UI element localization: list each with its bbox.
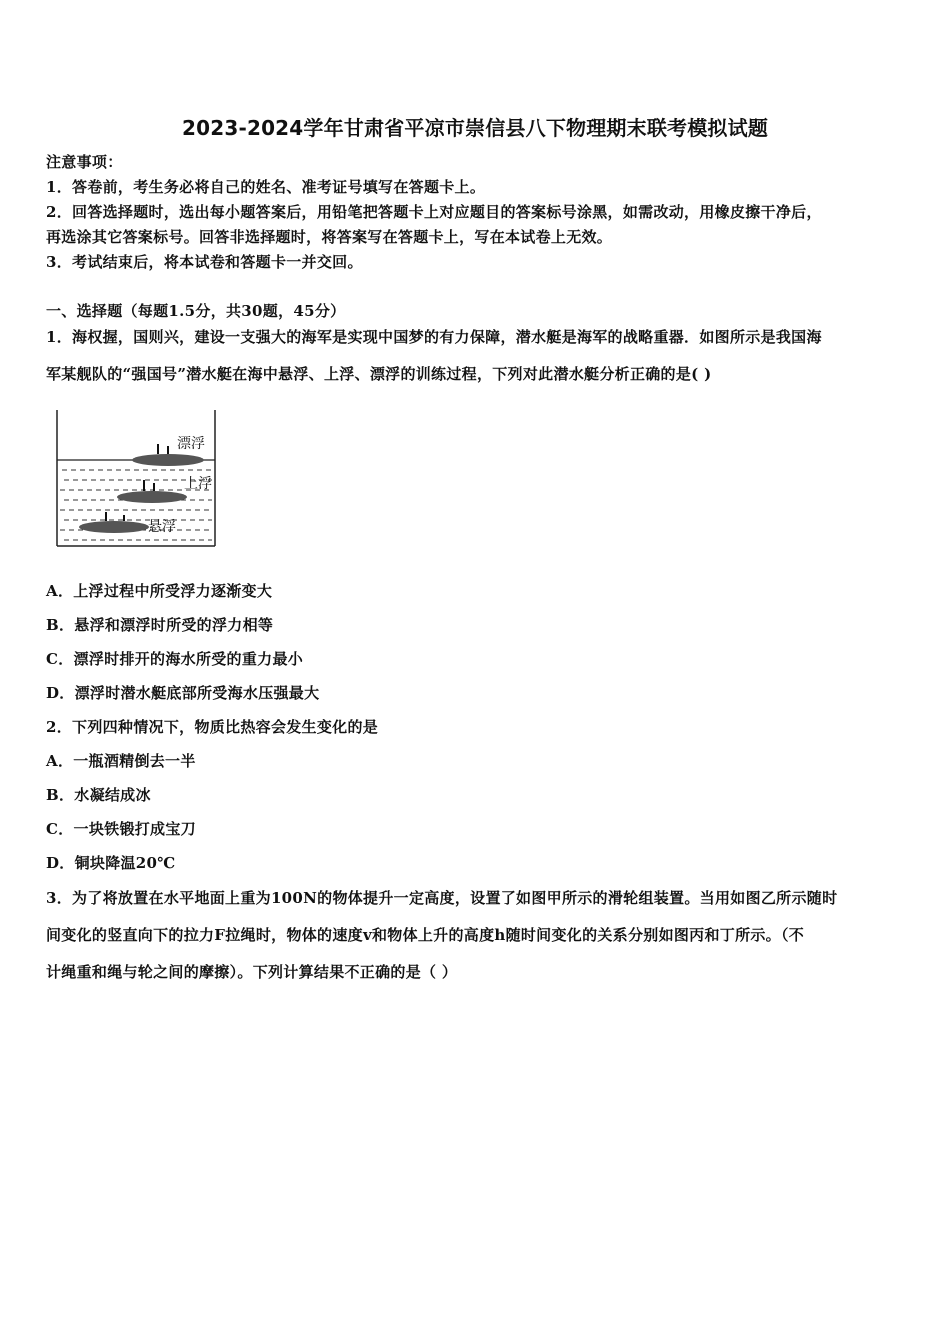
notice-item-1: 1．答卷前，考生务必将自己的姓名、准考证号填写在答题卡上。 [46, 178, 486, 196]
submarine-rising [117, 480, 187, 503]
submarine-figure [56, 408, 221, 548]
question-1-option-c: C．漂浮时排开的海水所受的重力最小 [46, 650, 304, 668]
label-suspended: 悬浮 [148, 519, 176, 535]
question-2-option-a: A．一瓶酒精倒去一半 [46, 752, 196, 770]
question-2-option-d: D．铜块降温20℃ [46, 854, 176, 872]
label-rising: 上浮 [184, 476, 212, 492]
page-title: 2023-2024学年甘肃省平凉市崇信县八下物理期末联考模拟试题 [181, 116, 769, 140]
question-3-stem-line-2: 间变化的竖直向下的拉力F拉绳时，物体的速度v和物体上升的高度h随时间变化的关系分别如图丙和丁所示。（不 [46, 926, 805, 944]
notice-item-3: 3．考试结束后，将本试卷和答题卡一并交回。 [46, 253, 363, 271]
question-2-option-b: B．水凝结成冰 [46, 786, 151, 804]
question-3-stem-line-1: 3．为了将放置在水平地面上重为100N的物体提升一定高度，设置了如图甲所示的滑轮组装置。当用如图乙所示随时 [46, 889, 838, 907]
question-1-option-d: D．漂浮时潜水艇底部所受海水压强最大 [46, 684, 320, 702]
submarine-suspended [79, 512, 149, 533]
notice-item-2-continued: 再选涂其它答案标号。回答非选择题时，将答案写在答题卡上，写在本试卷上无效。 [46, 228, 613, 246]
notice-item-2: 2．回答选择题时，选出每小题答案后，用铅笔把答题卡上对应题目的答案标号涂黑，如需改动，用橡皮擦干净后， [46, 203, 822, 221]
notice-heading: 注意事项： [46, 153, 123, 171]
question-3-stem-line-3: 计绳重和绳与轮之间的摩擦）。下列计算结果不正确的是（ ） [46, 963, 458, 981]
question-1-option-a: A．上浮过程中所受浮力逐渐变大 [46, 582, 273, 600]
question-1-stem-line-2: 军某舰队的“强国号”潜水艇在海中悬浮、上浮、漂浮的训练过程，下列对此潜水艇分析正确的是( ) [46, 365, 712, 383]
section-heading: 一、选择题（每题1.5分，共30题，45分） [46, 302, 346, 320]
question-2-stem: 2．下列四种情况下，物质比热容会发生变化的是 [46, 718, 379, 736]
question-1-option-b: B．悬浮和漂浮时所受的浮力相等 [46, 616, 274, 634]
label-floating: 漂浮 [177, 436, 205, 452]
question-1-stem-line-1: 1．海权握，国则兴，建设一支强大的海军是实现中国梦的有力保障，潜水艇是海军的战略重器．如图所示是我国海 [46, 328, 822, 346]
question-2-option-c: C．一块铁锻打成宝刀 [46, 820, 196, 838]
